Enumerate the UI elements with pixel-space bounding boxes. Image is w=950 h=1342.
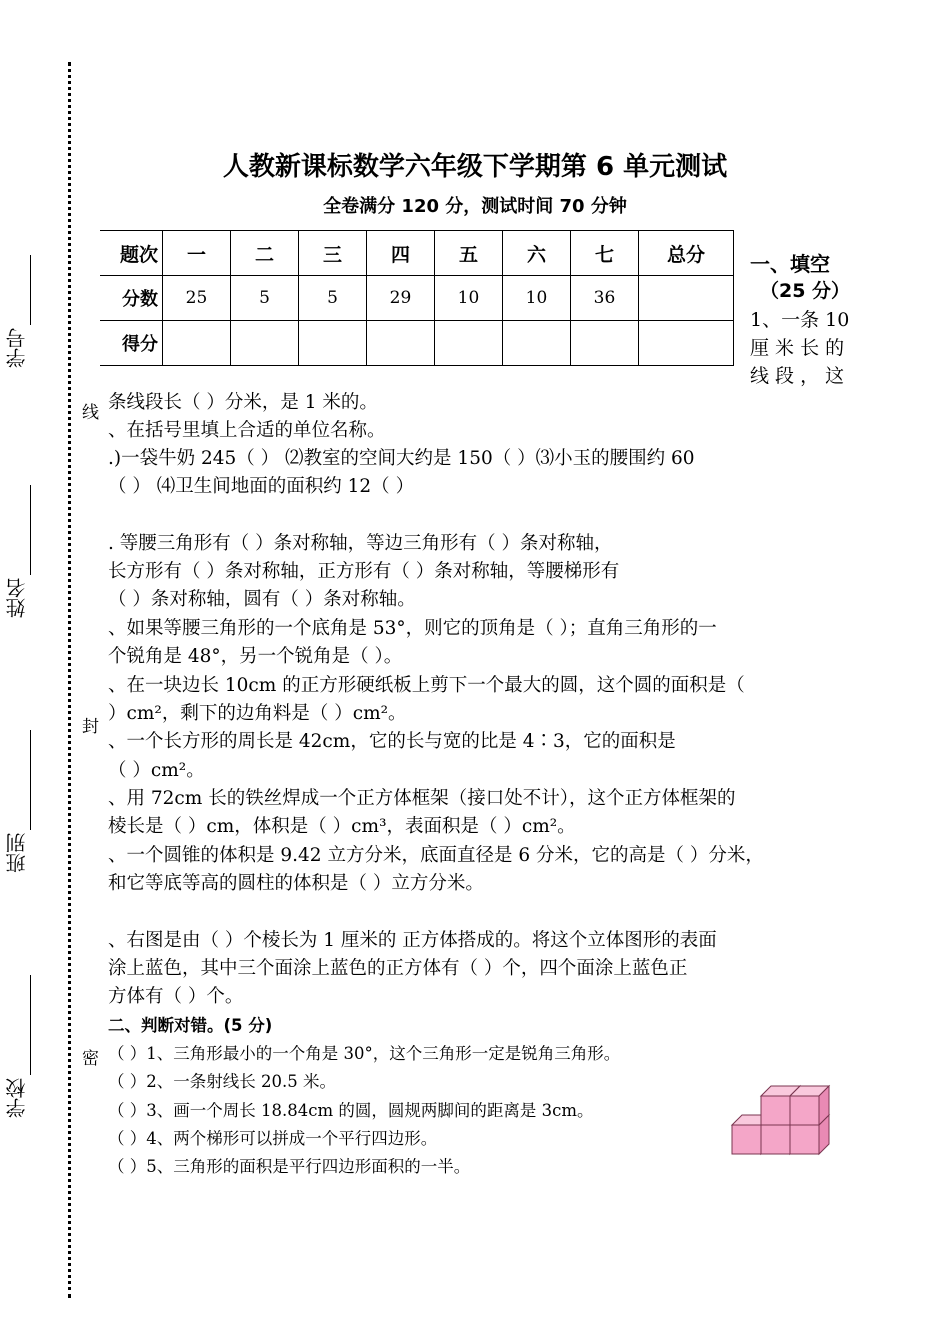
cube-face <box>732 1125 761 1154</box>
judgement-item: （ ）1、三角形最小的一个角是 30°，这个三角形一定是锐角三角形。 <box>108 1044 621 1063</box>
column-header: 二 <box>231 231 299 276</box>
points-cell: 29 <box>367 276 435 321</box>
row-label: 题次 <box>100 231 163 276</box>
column-header: 总分 <box>639 231 734 276</box>
judgement-item: （ ）4、两个梯形可以拼成一个平行四边形。 <box>108 1129 438 1148</box>
score-cell[interactable] <box>367 321 435 366</box>
column-header: 七 <box>571 231 639 276</box>
column-header: 三 <box>299 231 367 276</box>
cube-face <box>790 1096 819 1125</box>
score-cell[interactable] <box>435 321 503 366</box>
score-cell[interactable] <box>639 321 734 366</box>
points-cell: 10 <box>435 276 503 321</box>
question-line: 个锐角是 48°，另一个锐角是（ ）。 <box>108 646 403 667</box>
question-line: 、一个圆锥的体积是 9.42 立方分米，底面直径是 6 分米，它的高是（ ）分米， <box>108 845 764 866</box>
question-line: .)一袋牛奶 245（ ） ⑵教室的空间大约是 150（ ）⑶小玉的腰围约 60 <box>108 448 695 469</box>
cube-face <box>761 1096 790 1125</box>
question-line: 条线段长（ ）分米，是 1 米的。 <box>108 392 378 413</box>
binding-dashed-line <box>68 62 71 1298</box>
row-label: 分数 <box>100 276 163 321</box>
q1-side-line: 厘 米 长 的 <box>750 337 845 359</box>
score-table <box>100 230 734 366</box>
table-row <box>100 231 734 276</box>
column-header: 六 <box>503 231 571 276</box>
judgement-item: （ ）5、三角形的面积是平行四边形面积的一半。 <box>108 1157 471 1176</box>
school-label: 学校 <box>5 1078 29 1118</box>
section1-points: （25 分） <box>760 280 851 302</box>
judgement-item: （ ）3、画一个周长 18.84cm 的圆，圆规两脚间的距离是 3cm。 <box>108 1101 594 1120</box>
points-cell: 25 <box>163 276 231 321</box>
table-row <box>100 321 734 366</box>
score-cell[interactable] <box>571 321 639 366</box>
cube-stack-figure <box>728 1082 834 1160</box>
cube-face <box>761 1125 790 1154</box>
question-line: 、在括号里填上合适的单位名称。 <box>108 420 386 441</box>
q1-side-line: 线 段 ， 这 <box>750 365 845 387</box>
seal-mark-line: 线 <box>82 403 99 423</box>
name-blank <box>30 485 31 575</box>
section2-heading: 二、判断对错。(5 分) <box>108 1016 273 1035</box>
points-cell: 36 <box>571 276 639 321</box>
question-line: 、用 72cm 长的铁丝焊成一个正方体框架（接口处不计），这个正方体框架的 <box>108 788 736 809</box>
question-line: 、右图是由（ ）个棱长为 1 厘米的 正方体搭成的。将这个立体图形的表面 <box>108 930 717 951</box>
column-header: 四 <box>367 231 435 276</box>
row-label: 得分 <box>100 321 163 366</box>
question-line: （ ）cm²。 <box>108 760 205 781</box>
page-subtitle: 全卷满分 120 分，测试时间 70 分钟 <box>323 196 627 217</box>
points-cell: 5 <box>299 276 367 321</box>
question-line: （ ）条对称轴，圆有（ ）条对称轴。 <box>108 589 416 610</box>
question-line: 长方形有（ ）条对称轴，正方形有（ ）条对称轴，等腰梯形有 <box>108 561 620 582</box>
student-id-blank <box>30 255 31 325</box>
score-cell[interactable] <box>299 321 367 366</box>
student-id-label: 学号 <box>5 328 29 368</box>
section1-heading: 一、填空 <box>750 252 830 276</box>
question-line: 、在一块边长 10cm 的正方形硬纸板上剪下一个最大的圆，这个圆的面积是（ <box>108 675 745 696</box>
judgement-item: （ ）2、一条射线长 20.5 米。 <box>108 1072 336 1091</box>
points-cell <box>639 276 734 321</box>
class-label: 班别 <box>5 833 29 873</box>
points-cell: 5 <box>231 276 299 321</box>
points-cell: 10 <box>503 276 571 321</box>
score-cell[interactable] <box>231 321 299 366</box>
cube-face <box>790 1125 819 1154</box>
column-header: 五 <box>435 231 503 276</box>
question-line: 和它等底等高的圆柱的体积是（ ）立方分米。 <box>108 873 484 894</box>
question-line: （ ） ⑷卫生间地面的面积约 12（ ） <box>108 476 415 497</box>
score-cell[interactable] <box>163 321 231 366</box>
question-line: 涂上蓝色，其中三个面涂上蓝色的正方体有（ ）个，四个面涂上蓝色正 <box>108 958 688 979</box>
name-label: 姓名 <box>5 578 29 618</box>
question-line: . 等腰三角形有（ ）条对称轴，等边三角形有（ ）条对称轴， <box>108 533 613 554</box>
question-line: ）cm²，剩下的边角料是（ ）cm²。 <box>108 703 407 724</box>
school-blank <box>30 975 31 1075</box>
column-header: 一 <box>163 231 231 276</box>
question-line: 棱长是（ ）cm，体积是（ ）cm³，表面积是（ ）cm²。 <box>108 816 576 837</box>
score-cell[interactable] <box>503 321 571 366</box>
question-line: 方体有（ ）个。 <box>108 986 244 1007</box>
question-line: 、如果等腰三角形的一个底角是 53°，则它的顶角是（ ）；直角三角形的一 <box>108 618 717 639</box>
table-row <box>100 276 734 321</box>
class-blank <box>30 730 31 830</box>
question-line: 、一个长方形的周长是 42cm，它的长与宽的比是 4∶3，它的面积是 <box>108 731 676 752</box>
q1-side-line: 1、一条 10 <box>750 309 850 331</box>
page-title: 人教新课标数学六年级下学期第 6 单元测试 <box>222 152 728 182</box>
seal-mark-secret: 密 <box>82 1049 99 1069</box>
seal-mark-seal: 封 <box>82 717 99 737</box>
